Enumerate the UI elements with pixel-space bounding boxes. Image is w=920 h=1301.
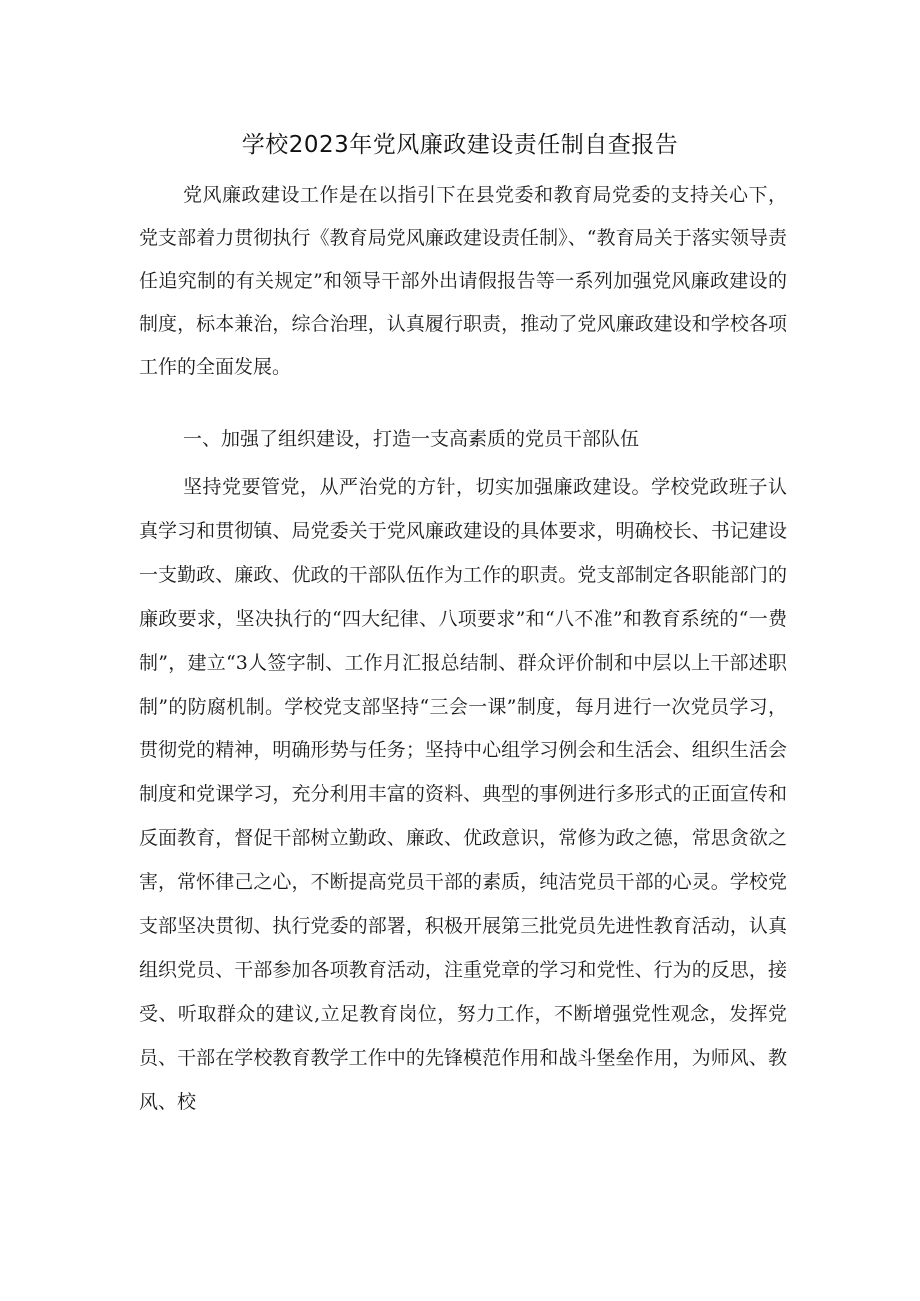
intro-paragraph: 党风廉政建设工作是在以指引下在县党委和教育局党委的支持关心下，党支部着力贯彻执行《教育局党风廉政建设责任制》、“教育局关于落实领导责任追究制的有关规定”和领导干部外出请假报告等一系列加强党风廉政建设的制度，标本兼治，综合治理，认真履行职责，推动了党风廉政建设和学校各项工作的全面发展。 <box>139 184 787 378</box>
section-heading: 一、加强了组织建设，打造一支高素质的党员干部队伍 <box>183 428 640 450</box>
section-paragraph: 坚持党要管党，从严治党的方针，切实加强廉政建设。学校党政班子认真学习和贯彻镇、局党委关于党风廉政建设的具体要求，明确校长、书记建设一支勤政、廉政、优政的干部队伍作为工作的职责。党支部制定各职能部门的廉政要求，坚决执行的“四大纪律、八项要求”和“八不准”和教育系统的“一费制”，建立“3人签字制、工作月汇报总结制、群众评价制和中层以上干部述职制”的防腐机制。学校党支部坚持“三会一课”制度，每月进行一次党员学习，贯彻党的精神，明确形势与任务；坚持中心组学习例会和生活会、组织生活会制度和党课学习，充分利用丰富的资料、典型的事例进行多形式的正面宣传和反面教育，督促干部树立勤政、廉政、优政意识，常修为政之德，常思贪欲之害，常怀律己之心，不断提高党员干部的素质，纯洁党员干部的心灵。学校党支部坚决贯彻、执行党委的部署，积极开展第三批党员先进性教育活动，认真组织党员、干部参加各项教育活动，注重党章的学习和党性、行为的反思，接受、听取群众的建议,立足教育岗位，努力工作，不断增强党性观念，发挥党员、干部在学校教育教学工作中的先锋模范作用和战斗堡垒作用，为师风、教风、校 <box>139 476 787 1113</box>
document-title: 学校2023年党风廉政建设责任制自查报告 <box>241 132 679 158</box>
